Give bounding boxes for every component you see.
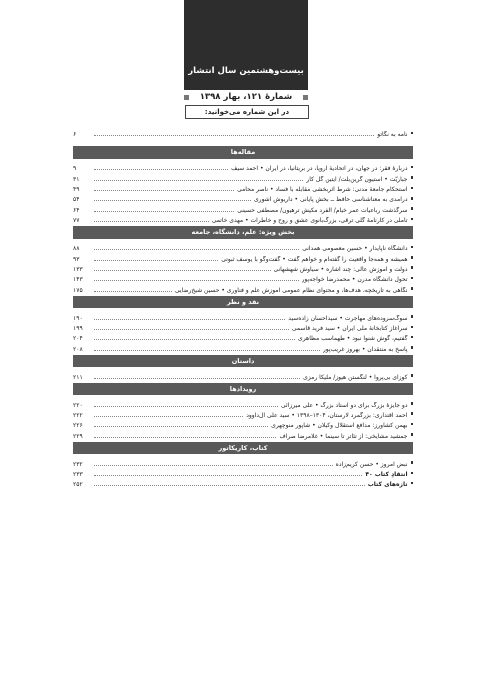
dot-leader (94, 211, 234, 212)
toc-entry-title: نبض امروز • حسن کریم‌زاده (335, 460, 408, 468)
toc-entry-title: احمد اقتداری: بزرگمرد لارستان، ۱۳۰۴–۱۳۹۸ • سید علی آل‌داوود (246, 411, 408, 419)
bullet-icon (411, 336, 414, 339)
dot-leader (94, 416, 243, 417)
toc-entry[interactable] (73, 332, 413, 342)
dot-leader (94, 260, 218, 261)
toc-entry-page: ۲۰۴ (73, 335, 83, 343)
toc-entry-page: ۲۲۰ (73, 401, 83, 409)
toc-entry-title: تازه‌های کتاب (367, 481, 408, 489)
section-heading: کتاب، کاریکاتور (73, 442, 413, 455)
dot-leader (94, 135, 374, 136)
dot-leader (94, 200, 251, 201)
toc-entry-page: ۶ (73, 131, 77, 139)
dot-leader (94, 475, 362, 476)
toc-entry[interactable] (73, 468, 413, 478)
toc-entry-title: انتقادِ کتاب ۴۰ (365, 470, 408, 478)
dot-leader (94, 249, 299, 250)
bullet-icon (411, 187, 414, 190)
toc-entry[interactable] (73, 283, 413, 293)
toc-entry[interactable] (73, 162, 413, 172)
toc-entry-title: بهمن کشاورز: مدافع استقلال وکیلان • شاپور منوچهری (271, 422, 408, 430)
anniversary-title: بیست‌وهشتمین سال انتشار (188, 66, 304, 76)
dot-leader (94, 329, 289, 330)
bullet-icon (411, 218, 414, 221)
bullet-icon (411, 472, 414, 475)
dot-leader (94, 426, 268, 427)
toc-entry-page: ۲۵۲ (73, 481, 83, 489)
dot-leader (94, 485, 365, 486)
dot-leader (94, 437, 276, 438)
bullet-icon (411, 266, 414, 269)
dot-leader (94, 221, 209, 222)
dot-leader (94, 280, 299, 281)
toc-entry-title: دو جایزهٔ بزرگ برای دو استاد بزرگ • علی میرزائی (281, 401, 408, 409)
toc-entry-title: نامه به نگاتو (377, 131, 408, 139)
bullet-icon (411, 197, 414, 200)
toc-entry[interactable] (73, 419, 413, 429)
toc-entry[interactable] (73, 478, 413, 488)
toc-entry[interactable] (73, 429, 413, 439)
toc-entry-page: ۸۸ (73, 245, 80, 253)
toc-entry-page: ۱۳۳ (73, 265, 83, 273)
toc-entry-title: سرگذشت رباعیات عمر خیام/ آلفرد مکیش ترهیون/ مصطفی حسینی (237, 206, 408, 214)
toc-entry-page: ۱۹۹ (73, 324, 83, 332)
toc-entry-page: ۹ (73, 165, 77, 173)
section-heading: بخش ویژه: علم، دانشگاه، جامعه (73, 226, 413, 239)
square-icon (184, 95, 189, 100)
toc-entry-page: ۷۷ (73, 217, 80, 225)
toc-entry-page: ۶۴ (73, 206, 80, 214)
toc-entry[interactable] (73, 203, 413, 213)
dot-leader (94, 169, 228, 170)
toc-entry-page: ۲۲۲ (73, 411, 83, 419)
square-icon (303, 95, 308, 100)
cover-dark-block (184, 0, 308, 90)
toc-entry[interactable] (73, 342, 413, 352)
toc-entry-page: ۲۲۶ (73, 422, 83, 430)
toc-entry-page: ۱۹۰ (73, 314, 83, 322)
toc-entry[interactable] (73, 273, 413, 283)
bullet-icon (411, 326, 414, 329)
toc-entry-page: ۲۱۱ (73, 373, 83, 381)
bullet-icon (411, 423, 414, 426)
bullet-icon (411, 315, 414, 318)
toc-entry-page: ۲۰۸ (73, 345, 83, 353)
bullet-icon (411, 287, 414, 290)
toc-entry[interactable] (73, 409, 413, 419)
toc-entry[interactable] (73, 263, 413, 273)
bullet-icon (411, 346, 414, 349)
section-heading: نقد و نظر (73, 296, 413, 309)
dot-leader (94, 319, 285, 320)
dot-leader (94, 350, 320, 351)
issue-line (184, 91, 308, 103)
toc-entry-page: ۵۴ (73, 196, 80, 204)
toc-entry[interactable] (73, 398, 413, 408)
dot-leader (94, 339, 295, 340)
toc-entry-title: جباریّت • استیون گرین‌بلت/ آیتین گل کار (306, 175, 408, 183)
toc-entry[interactable] (73, 242, 413, 252)
toc-entry[interactable] (73, 172, 413, 182)
bullet-icon (411, 433, 414, 436)
bullet-icon (411, 246, 414, 249)
toc-entry-title: درآمدی به معناشناسی حافظ ــ بخش پایانی • داریوش آشوری (253, 196, 408, 204)
dot-leader (94, 270, 271, 271)
dot-leader (94, 406, 278, 407)
toc-entry-title: تأملی در کارنامهٔ گلی ترقی، بزرگ‌بانوی عشق و روح و خاطرات • مهدی خاتمی (211, 217, 408, 225)
toc-entry-title: دربارهٔ فقر: در جهان، در اتحادیهٔ اروپا، در بریتانیا، در ایران • احمد سیف (231, 165, 408, 173)
toc-entry-title: نگاهی به تاریخچه، هدف‌ها، و محتوای نظام عمومی آموزش علم و فناوری • حسین شیخ‌رضایی (174, 286, 408, 294)
toc-entry[interactable] (73, 214, 413, 224)
toc-entry[interactable] (73, 128, 413, 138)
toc-entry[interactable] (73, 457, 413, 467)
toc-entry-page: ۱۷۵ (73, 286, 83, 294)
dot-leader (94, 190, 234, 191)
bullet-icon (411, 166, 414, 169)
toc-entry-title: استحکام جامعهٔ مدنی: شرط اثربخشی مقابله با فساد • ناصر محامی (237, 186, 408, 194)
bullet-icon (411, 402, 414, 405)
bullet-icon (411, 461, 414, 464)
toc-entry-page: ۴۹ (73, 186, 80, 194)
bullet-icon (411, 277, 414, 280)
section-heading: داستان (73, 355, 413, 368)
toc-entry-page: ۹۳ (73, 255, 80, 263)
dot-leader (94, 180, 303, 181)
toc-entry-page: ۱۴۳ (73, 276, 83, 284)
bullet-icon (411, 132, 414, 135)
toc-entry[interactable] (73, 252, 413, 262)
section-heading: رویدادها (73, 383, 413, 396)
dot-leader (94, 291, 172, 292)
toc-entry[interactable] (73, 183, 413, 193)
toc-entry-title: همیشه و همه‌جا واقعیت را گفته‌ام و خواهم گفت • گفت‌وگو با یوسف ثبوتی (221, 255, 408, 263)
bullet-icon (411, 176, 414, 179)
toc-entry-page: ۳۱ (73, 175, 80, 183)
bullet-icon (411, 207, 414, 210)
toc-entry-title: گفتیم، گوش شنوا نبود • طهماسب مظاهری (298, 335, 408, 343)
dot-leader (94, 378, 300, 379)
toc-entry[interactable] (73, 193, 413, 203)
bullet-icon (411, 256, 414, 259)
in-this-issue-box: در این شماره می‌خوانید: (185, 105, 309, 119)
toc-entry-title: سرآغاز کتابخانهٔ ملی ایران • سید فرید قاسمی (291, 324, 408, 332)
section-heading: مقاله‌ها (73, 146, 413, 159)
toc-entry-title: جمشید مشایخی: از تئاتر تا سینما • غلامرضا صراف (279, 432, 408, 440)
toc-entry-title: پاسخ به منتقدان • بهروز غریب‌پور (322, 345, 408, 353)
toc-entry[interactable] (73, 311, 413, 321)
toc-entry-page: ۲۳۳ (73, 470, 83, 478)
toc-entry-title: کوزای بی‌پروا • لنگستن هیوز/ ملیکا رمزی (303, 373, 408, 381)
bullet-icon (411, 374, 414, 377)
toc-entry-page: ۲۲۹ (73, 432, 83, 440)
toc-entry-title: دانشگاه ناپایدار • حسین معصومی همدانی (302, 245, 408, 253)
table-of-contents (73, 128, 413, 488)
toc-entry-page: ۲۳۲ (73, 460, 83, 468)
toc-entry[interactable] (73, 322, 413, 332)
toc-entry-title: دولت و آموزش عالی: چند اشاره • سیاوش شهشهانی (273, 265, 408, 273)
toc-entry-title: تحول دانشگاه مدرن • محمدرضا خواجه‌پور (301, 276, 408, 284)
toc-entry[interactable] (73, 370, 413, 380)
bullet-icon (411, 412, 414, 415)
issue-number: شمارهٔ ۱۲۱، بهار ۱۳۹۸ (199, 92, 293, 102)
bullet-icon (411, 482, 414, 485)
toc-entry-title: سوگ‌سروده‌های مهاجرت • سیداحسان زاده‌سید (288, 314, 408, 322)
dot-leader (94, 465, 333, 466)
